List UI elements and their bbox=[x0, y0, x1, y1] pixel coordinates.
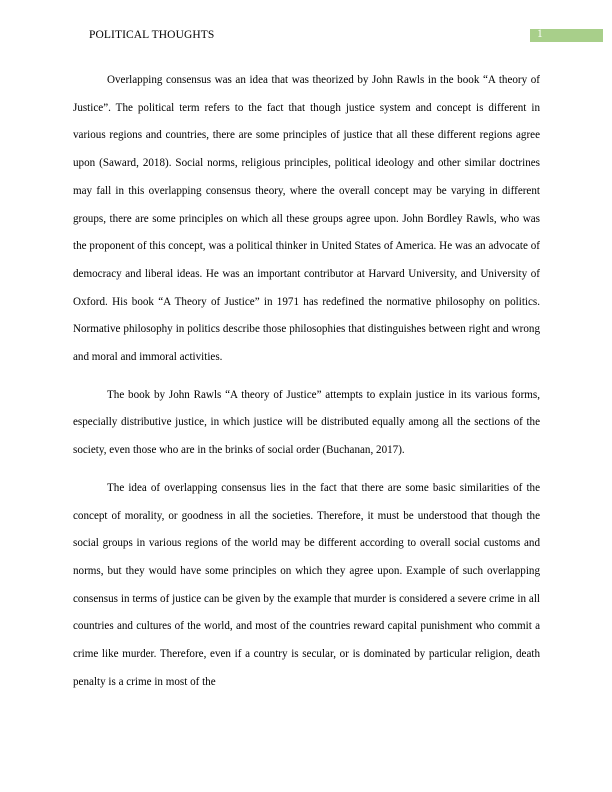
paragraph: The book by John Rawls “A theory of Justice” attempts to explain justice in its various forms, especially distributive justice, in which justice will be distributed equally among all the sections of the society, even those who are in the brinks of social order (Buchanan, 2017). bbox=[73, 388, 540, 457]
document-body bbox=[73, 67, 540, 706]
paragraph: Overlapping consensus was an idea that was theorized by John Rawls in the book “A theory of Justice”. The political term refers to the fact that though justice system and concept is different in various regions and countries, there are some principles of justice that all these different regions agree upon (Saward, 2018). Social norms, religious principles, political ideology and other similar doctrines may fall in this overlapping consensus theory, where the overall concept may be varying in different groups, there are some principles on which all these groups agree upon. John Bordley Rawls, who was the proponent of this concept, was a political thinker in United States of America. He was an advocate of democracy and liberal ideas. He was an important contributor at Harvard University, and University of Oxford. His book “A Theory of Justice” in 1971 has redefined the normative philosophy on politics. Normative philosophy in politics describe those philosophies that distinguishes between right and wrong and moral and immoral activities. bbox=[73, 74, 540, 364]
page-number: 1 bbox=[537, 28, 543, 40]
paragraph: The idea of overlapping consensus lies in the fact that there are some basic similarities of the concept of morality, or goodness in all the societies. Therefore, it must be understood that though the social groups in various regions of the world may be different according to overall social customs and norms, but they would have some principles on which they agree upon. Example of such overlapping consensus in terms of justice can be given by the example that murder is considered a severe crime in all countries and cultures of the world, and most of the countries reward capital punishment who commit a crime like murder. Therefore, even if a country is secular, or is dominated by particular religion, death penalty is a crime in most of the bbox=[73, 481, 540, 688]
running-head: POLITICAL THOUGHTS bbox=[89, 29, 215, 41]
page-number-badge bbox=[530, 29, 603, 42]
